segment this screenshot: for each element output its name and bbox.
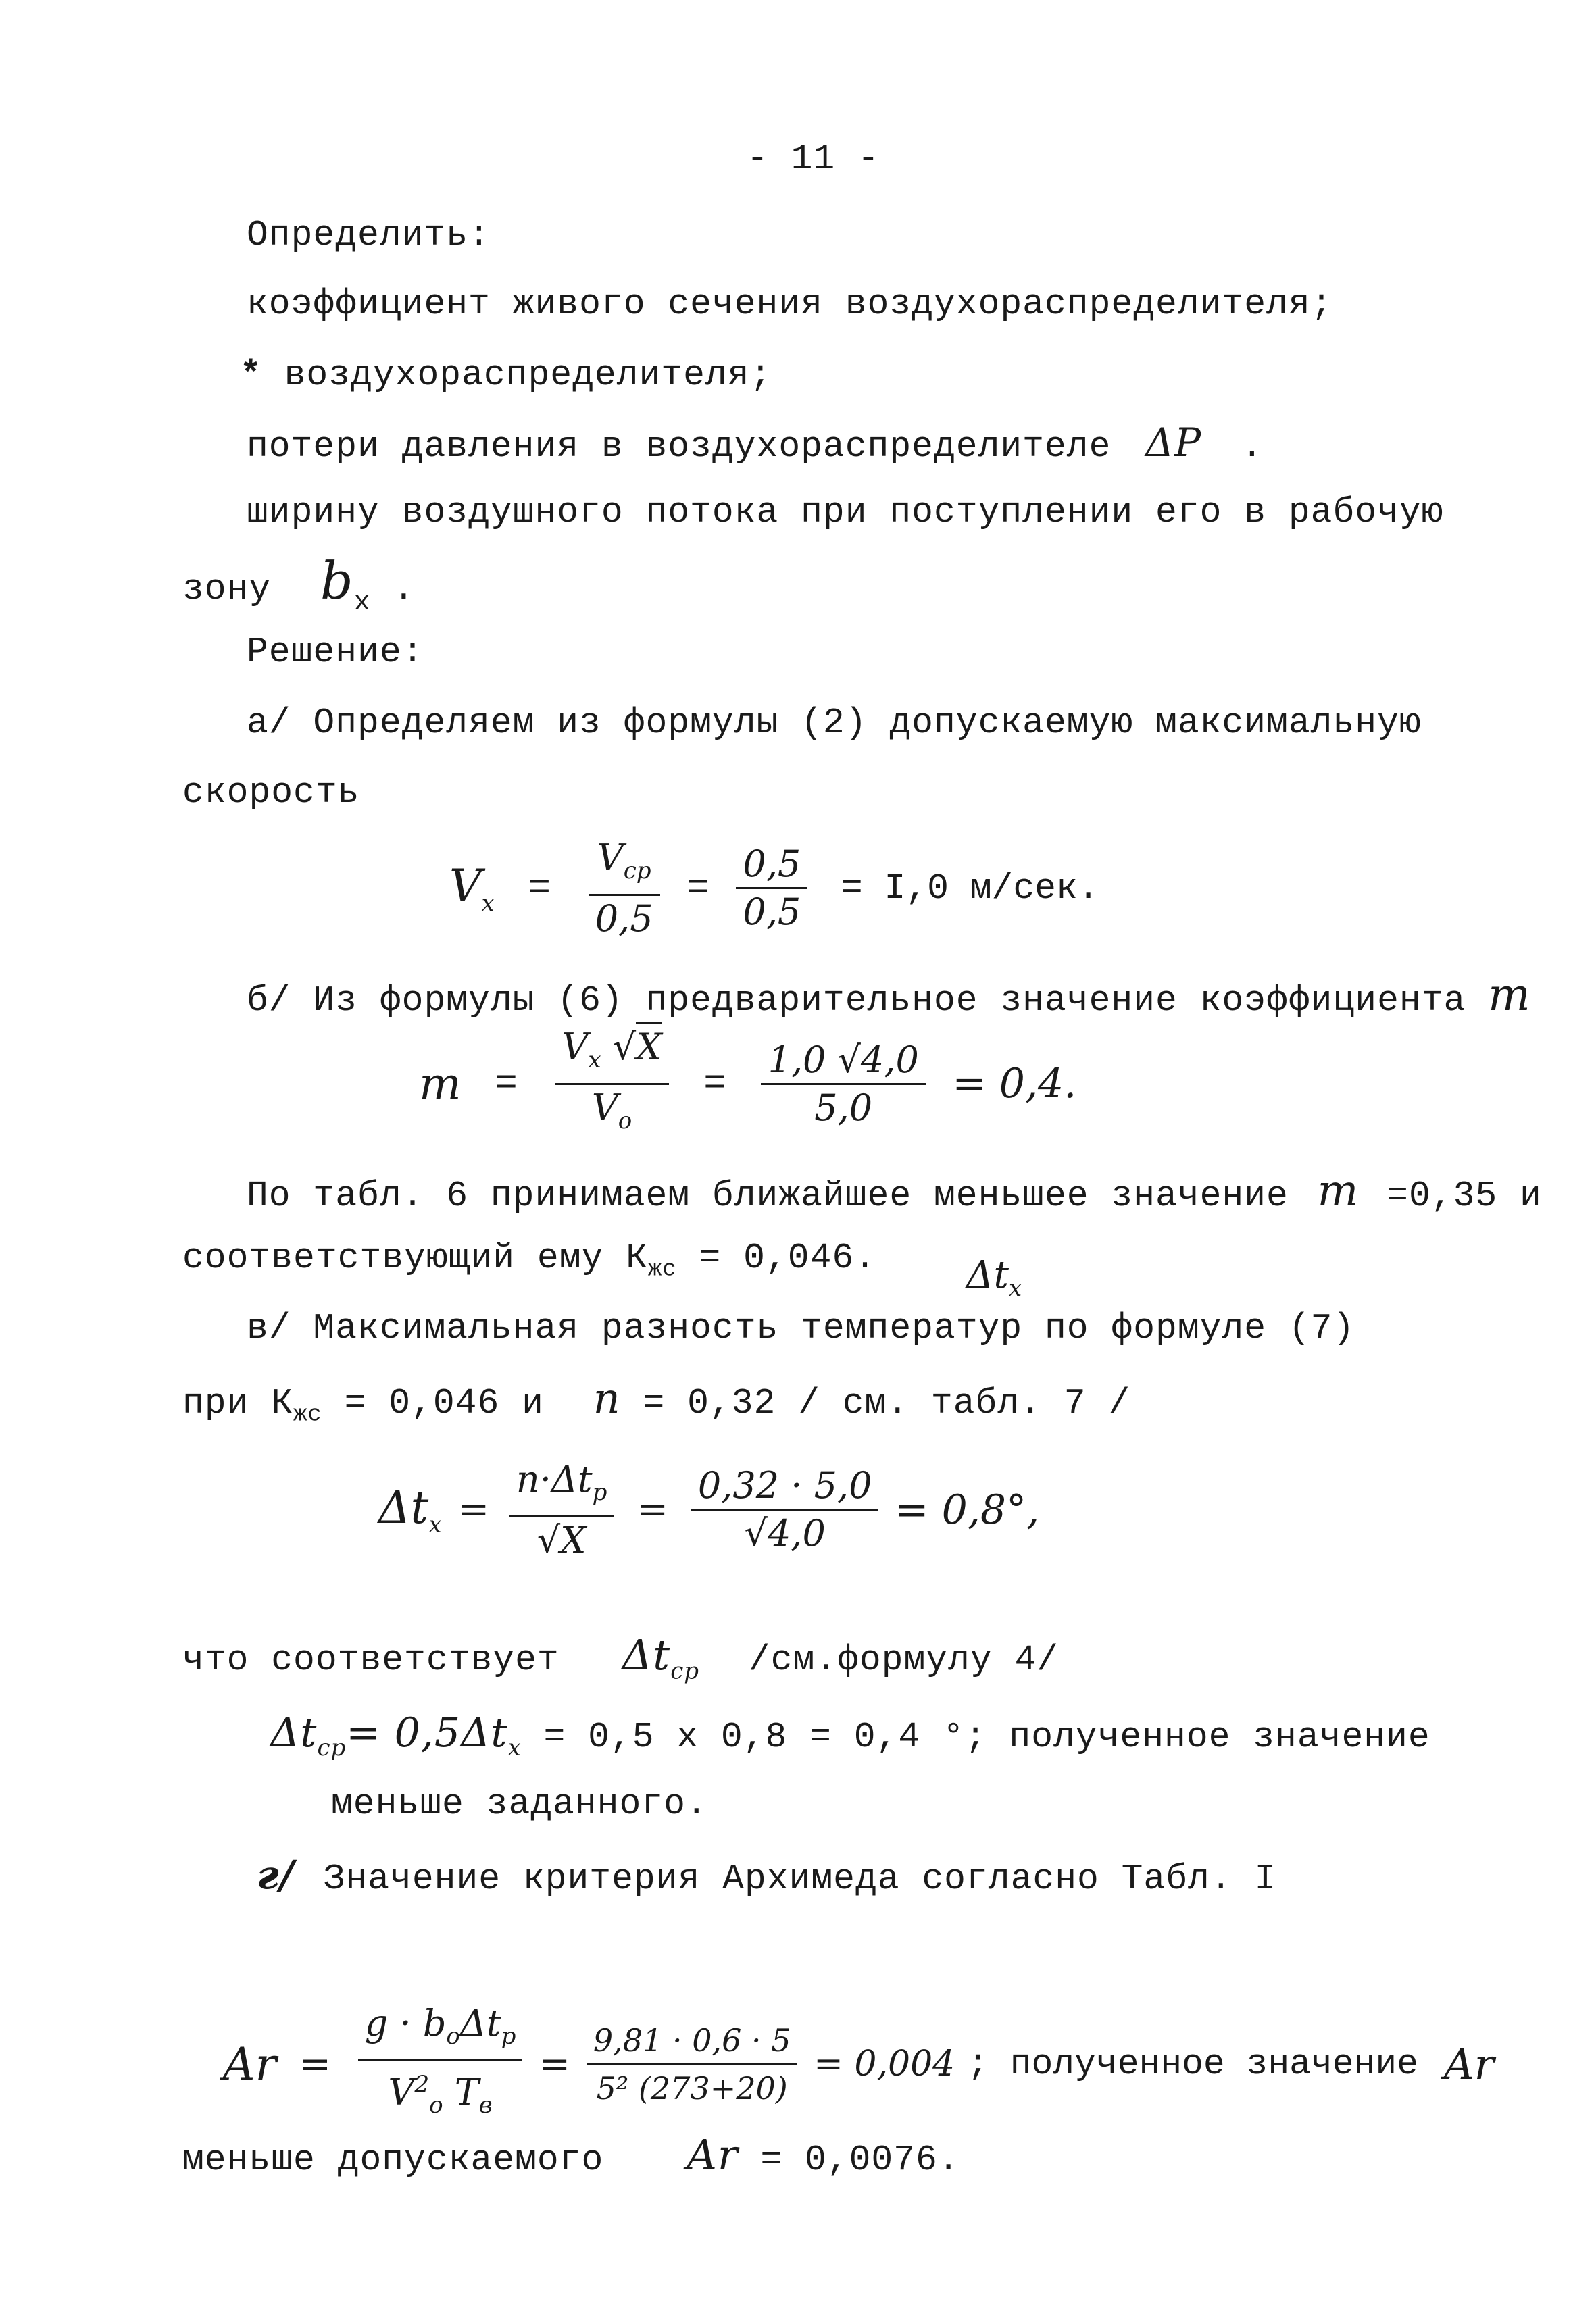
ar-frac1-num2: Δt	[459, 2002, 501, 2044]
dtx-above-sub: x	[1008, 1275, 1022, 1303]
formula-m	[419, 1027, 1076, 1141]
text-g-wrap	[257, 1852, 1277, 1899]
text-b-line-wrap	[247, 969, 1531, 1021]
ar-eq2: =	[539, 2042, 571, 2086]
ar-lhs: Ar	[223, 2038, 277, 2090]
ar-symbol-2: Ar	[1443, 2039, 1495, 2089]
text-koef: коэффициент живого сечения воздухораспределителя;	[247, 284, 1333, 324]
dtx-frac1-den: √X	[537, 1518, 587, 1561]
vx-frac1-den: 0,5	[595, 897, 653, 940]
dtx-frac1-num-sub: p	[592, 1478, 607, 1506]
text-poteri-end: .	[1241, 426, 1264, 467]
dtx-above-symbol	[966, 1253, 1022, 1302]
text-po-tabl-1: По табл. 6 принимаем ближайшее меньшее значение	[247, 1176, 1289, 1216]
dtcp-hw-letter: Δt	[270, 1709, 318, 1757]
text-sootv-sub: жс	[647, 1257, 677, 1283]
ar-rest: ; полученное значение	[967, 2044, 1418, 2085]
text-sootv-1: соответствующий ему К	[182, 1238, 648, 1278]
dtx-frac2	[691, 1465, 879, 1554]
text-b-line: б/ Из формулы (6) предварительное значение коэффициента	[247, 980, 1466, 1021]
ar-frac1-den2: T	[454, 2070, 479, 2113]
ar-frac1-den2-sub: в	[478, 2091, 493, 2119]
text-menshe-dop-val: = 0,0076.	[738, 2140, 960, 2180]
m-frac1-den-letter: V	[591, 1086, 618, 1129]
vx-eq: =	[528, 866, 551, 910]
dtx-frac1-num-text: n·Δt	[516, 1458, 593, 1501]
text-po-tabl-2: =0,35 и	[1387, 1176, 1542, 1216]
text-sootv-2: = 0,046.	[676, 1238, 876, 1278]
text-shirinu: ширину воздушного потока при поступлении его в рабочую	[247, 492, 1444, 532]
text-pri-1: при К	[182, 1383, 294, 1424]
star-mark: *	[240, 355, 262, 395]
text-menshe-zad: меньше заданного.	[331, 1784, 708, 1824]
g-mark: г/	[257, 1852, 295, 1898]
dtcp-symbol-sub: ср	[670, 1657, 700, 1685]
dtcp-hw2-sub: x	[507, 1734, 522, 1761]
vx-result: = I,0 м/сек.	[841, 867, 1099, 909]
text-po-tabl-wrap	[247, 1166, 1542, 1216]
dtx-eq2: =	[637, 1488, 669, 1532]
dtx-frac1-num	[509, 1459, 614, 1517]
bx-symbol	[320, 551, 371, 619]
vx-eq2: =	[687, 866, 709, 910]
vx-lhs	[449, 860, 495, 917]
dtx-frac2-den: √4,0	[744, 1512, 826, 1555]
text-pri-sub: жс	[293, 1402, 322, 1428]
ar-frac1-den-sup: 2	[414, 2070, 430, 2098]
page-number: - 11 -	[747, 139, 880, 179]
ar-frac1-den	[358, 2061, 523, 2126]
ar-frac1-num-sub: o	[446, 2022, 460, 2050]
ar-frac2	[587, 2020, 798, 2109]
m-eq2: =	[703, 1062, 726, 1106]
text-zonu-end: .	[393, 569, 416, 609]
text-dtcp-rest: = 0,5 х 0,8 = 0,4 °; полученное значение	[543, 1717, 1430, 1757]
m-frac2-num: 1,0 √4,0	[761, 1040, 925, 1085]
dtx-lhs	[378, 1482, 441, 1538]
ar-frac1-num	[358, 2003, 523, 2061]
delta-p-symbol: ΔP	[1145, 420, 1202, 466]
text-skorost: скорость	[182, 772, 360, 813]
m-frac1	[555, 1027, 668, 1141]
m-frac1-num-sqrt: X	[636, 1022, 662, 1068]
text-sootv-wrap	[182, 1238, 876, 1290]
m-frac2	[761, 1040, 925, 1128]
m-frac1-den	[555, 1085, 668, 1141]
ar-frac1-num-text: g · b	[364, 2002, 447, 2044]
dtcp-hw	[270, 1709, 522, 1761]
bx-symbol-letter: b	[320, 551, 354, 611]
m-frac1-num: $V_x$ √X	[555, 1027, 668, 1085]
text-zonu: зону	[182, 569, 272, 609]
text-pri-wrap	[182, 1374, 1131, 1436]
formula-vx	[449, 838, 1099, 939]
text-chto-1: что соответствует	[182, 1640, 559, 1680]
text-chto-wrap	[182, 1630, 1059, 1691]
dtcp-symbol	[622, 1630, 700, 1685]
text-poteri-line	[247, 422, 1264, 467]
vx-frac2-num: 0,5	[736, 844, 807, 889]
dtx-lhs-letter: Δt	[378, 1481, 429, 1534]
ar-frac1-num2-sub: p	[501, 2022, 516, 2050]
text-pri-3: = 0,32 / см. табл. 7 /	[620, 1383, 1131, 1424]
dtcp-hw2: = 0,5Δt	[346, 1709, 508, 1757]
text-v-line: в/ Максимальная разность температур по формуле (7)	[247, 1308, 1355, 1349]
dtx-frac1	[509, 1459, 614, 1561]
ar-frac2-num: 9,81 · 0,6 · 5	[587, 2020, 798, 2065]
vx-frac2-den: 0,5	[743, 890, 801, 934]
formula-ar	[223, 2003, 1494, 2126]
m-frac1-num-sub: x	[588, 1046, 601, 1074]
ar-frac1	[358, 2003, 523, 2126]
dtx-lhs-sub: x	[428, 1511, 442, 1538]
vx-frac2	[736, 844, 807, 932]
ar-frac1-den-text: V	[388, 2070, 415, 2113]
dtx-eq: =	[457, 1488, 490, 1532]
heading-opredelit: Определить:	[247, 215, 491, 255]
vx-frac1-num-sub: cp	[623, 857, 651, 884]
text-poteri: потери давления в воздухораспределителе	[247, 426, 1112, 467]
text-menshe-dop: меньше допускаемого	[182, 2140, 604, 2180]
text-vozd-line	[240, 355, 772, 395]
text-g-line: Значение критерия Архимеда согласно Табл. I	[323, 1859, 1277, 1899]
ar-result: = 0,004	[814, 2044, 955, 2085]
m-frac1-den-sub: o	[618, 1107, 632, 1134]
ar-symbol-3: Ar	[687, 2130, 739, 2180]
m-frac1-num-letter: V	[562, 1026, 589, 1068]
m-eq: =	[495, 1062, 518, 1106]
text-dtcp-wrap	[270, 1709, 1430, 1768]
ar-eq: =	[299, 2042, 331, 2086]
ar-frac2-den: 5² (273+20)	[596, 2069, 788, 2107]
m-frac2-den: 5,0	[814, 1086, 873, 1129]
text-chto-2: /см.формулу 4/	[748, 1640, 1059, 1680]
ar-rest-text	[967, 2044, 1418, 2084]
vx-frac1	[589, 838, 660, 939]
vx-frac1-num	[589, 838, 660, 896]
m-symbol-2: m	[1317, 1166, 1360, 1216]
formula-dtx	[378, 1459, 1039, 1561]
dtcp-hw-sub: ср	[317, 1734, 347, 1761]
bx-symbol-sub: х	[353, 588, 371, 619]
m-symbol: m	[1488, 969, 1531, 1021]
dtx-above-letter: Δt	[966, 1253, 1009, 1297]
vx-lhs-sub: x	[481, 890, 495, 917]
text-menshe-dop-wrap	[182, 2130, 960, 2180]
text-pri-2: = 0,046 и	[322, 1383, 544, 1424]
m-result: = 0,4.	[952, 1060, 1077, 1108]
text-vozd: воздухораспределителя;	[284, 355, 772, 395]
text-zonu-line	[182, 551, 416, 624]
vx-frac1-num-letter: V	[597, 836, 624, 879]
vx-lhs-letter: V	[449, 859, 482, 912]
n-symbol: n	[593, 1374, 621, 1423]
heading-reshenie: Решение:	[247, 632, 424, 672]
dtx-frac2-num: 0,32 · 5,0	[691, 1465, 879, 1511]
text-a-line: а/ Определяем из формулы (2) допускаемую максимальную	[247, 703, 1422, 743]
dtcp-symbol-letter: Δt	[622, 1630, 671, 1680]
dtx-result: = 0,8°,	[895, 1486, 1040, 1534]
ar-frac1-den-sub: o	[429, 2091, 443, 2119]
m-lhs: m	[419, 1057, 462, 1110]
